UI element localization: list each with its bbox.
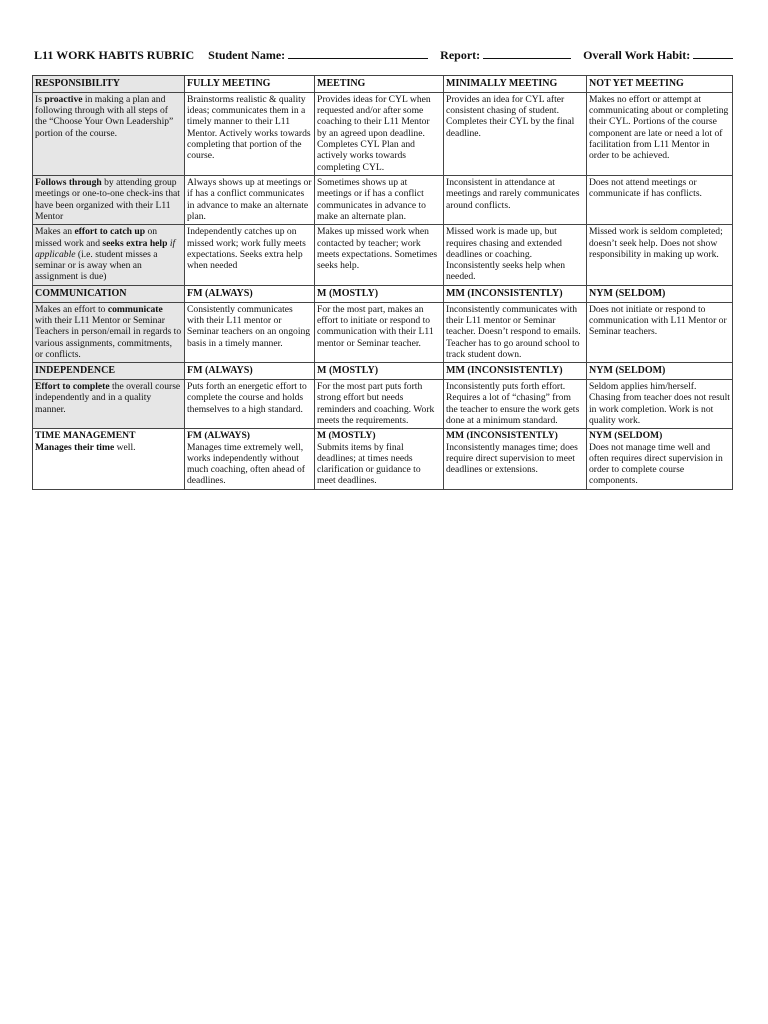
level-header: MM (INCONSISTENTLY): [444, 285, 587, 302]
level-header: MINIMALLY MEETING: [444, 76, 587, 93]
section-title: COMMUNICATION: [33, 285, 185, 302]
section-header-communication: [33, 285, 733, 302]
descriptor-cell: Puts forth an energetic effort to complete the course and holds themselves to a high standard.: [185, 379, 315, 428]
rubric-row-effort-to-complete: [33, 379, 733, 428]
descriptor-cell: Independently catches up on missed work; work fully meets expectations. Seeks extra help when needed: [185, 225, 315, 286]
report-field[interactable]: [483, 47, 571, 59]
descriptor-cell: Missed work is made up, but requires chasing and extended deadlines or coaching. Inconsistently seeks help when needed.: [444, 225, 587, 286]
level-header: NYM (SELDOM): [587, 363, 733, 380]
descriptor-cell: NYM (SELDOM) Does not manage time well and often requires direct supervision in order to complete course components.: [587, 429, 733, 490]
descriptor-cell: MM (INCONSISTENTLY) Inconsistently manages time; does require direct supervision to meet deadlines or extensions.: [444, 429, 587, 490]
overall-work-habit-field[interactable]: [693, 47, 733, 59]
student-name-field[interactable]: [288, 47, 428, 59]
level-header: FM (ALWAYS): [185, 363, 315, 380]
descriptor-cell: For the most part, makes an effort to initiate or respond to communication with their L11 mentor or Seminar teacher.: [315, 302, 444, 363]
level-header: MM (INCONSISTENTLY): [446, 430, 558, 442]
rubric-table: [32, 75, 733, 490]
criterion-cell: Effort to complete the overall course independently and in a quality manner.: [33, 379, 185, 428]
rubric-row-proactive: [33, 92, 733, 175]
level-header: MM (INCONSISTENTLY): [444, 363, 587, 380]
level-header: FM (ALWAYS): [187, 430, 250, 442]
rubric-row-time-management: [33, 429, 733, 490]
descriptor-cell: Inconsistently puts forth effort. Requires a lot of “chasing” from the teacher to ensure the work gets done at a minimum standard.: [444, 379, 587, 428]
descriptor-cell: Inconsistently communicates with their L11 mentor or Seminar teacher. Doesn’t respond to emails. Teacher has to go around school to track student down.: [444, 302, 587, 363]
criterion-cell: Makes an effort to catch up on missed work and seeks extra help if applicable (i.e. student misses a seminar or is away when an assignment is due): [33, 225, 185, 286]
section-title: RESPONSIBILITY: [33, 76, 185, 93]
section-header-independence: [33, 363, 733, 380]
descriptor-cell: Brainstorms realistic & quality ideas; communicates them in a timely manner to their L11 Mentor. Actively works towards completing that portion of the course.: [185, 92, 315, 175]
descriptor-cell: Always shows up at meetings or if has a conflict communicates in advance to make an alternate plan.: [185, 175, 315, 224]
criterion-cell: Makes an effort to communicate with their L11 Mentor or Seminar Teachers in person/email in regards to various assignments, commitments, or conflicts.: [33, 302, 185, 363]
descriptor-cell: Missed work is seldom completed; doesn’t seek help. Does not show responsibility in making up work.: [587, 225, 733, 286]
descriptor-cell: Seldom applies him/herself. Chasing from teacher does not result in work completion. Work is not quality work.: [587, 379, 733, 428]
descriptor-cell: Makes no effort or attempt at communicating about or completing their CYL. Portions of the course component are late or need a lot of facilitation from L11 Mentor in order to be achieved.: [587, 92, 733, 175]
descriptor-cell: Does not attend meetings or communicate if has conflicts.: [587, 175, 733, 224]
descriptor-cell: Provides an idea for CYL after consistent chasing of student. Completes their CYL by the final deadline.: [444, 92, 587, 175]
level-header: M (MOSTLY): [315, 285, 444, 302]
descriptor-cell: For the most part puts forth strong effort but needs reminders and coaching. Work meets the requirements.: [315, 379, 444, 428]
report-label: Report:: [440, 48, 481, 62]
level-header: FULLY MEETING: [185, 76, 315, 93]
level-header: MEETING: [315, 76, 444, 93]
level-header: FM (ALWAYS): [185, 285, 315, 302]
level-header: M (MOSTLY): [315, 363, 444, 380]
section-header-responsibility: [33, 76, 733, 93]
descriptor-cell: Does not initiate or respond to communication with L11 Mentor or Seminar teachers.: [587, 302, 733, 363]
student-name-label: Student Name:: [208, 48, 286, 62]
rubric-row-follows-through: [33, 175, 733, 224]
criterion-cell: Follows through by attending group meetings or one-to-one check-ins that have been organized with their L11 Mentor: [33, 175, 185, 224]
descriptor-cell: Provides ideas for CYL when requested and/or after some coaching to their L11 Mentor by an agreed upon deadline. Completes CYL Plan and actively works towards completing CYL.: [315, 92, 444, 175]
descriptor-cell: FM (ALWAYS) Manages time extremely well, works independently without much coaching, often ahead of deadlines.: [185, 429, 315, 490]
descriptor-cell: Consistently communicates with their L11 mentor or Seminar teachers on an ongoing basis in a timely manner.: [185, 302, 315, 363]
criterion-cell: Is proactive in making a plan and following through with all steps of the “Choose Your Own Leadership” portion of the course.: [33, 92, 185, 175]
descriptor-cell: Makes up missed work when contacted by teacher; work meets expectations. Sometimes seeks help.: [315, 225, 444, 286]
time-management-criterion-cell: TIME MANAGEMENT Manages their time well.: [33, 429, 185, 490]
section-title: TIME MANAGEMENT: [35, 430, 136, 442]
level-header: NOT YET MEETING: [587, 76, 733, 93]
level-header: M (MOSTLY): [317, 430, 376, 442]
rubric-row-catch-up: [33, 225, 733, 286]
level-header: NYM (SELDOM): [587, 285, 733, 302]
rubric-header: [34, 47, 734, 63]
descriptor-cell: Inconsistent in attendance at meetings and rarely communicates around conflicts.: [444, 175, 587, 224]
section-title: INDEPENDENCE: [33, 363, 185, 380]
descriptor-cell: M (MOSTLY) Submits items by final deadlines; at times needs clarification or guidance to meet deadlines.: [315, 429, 444, 490]
overall-work-habit-label: Overall Work Habit:: [583, 48, 691, 62]
rubric-title: L11 WORK HABITS RUBRIC: [34, 48, 195, 62]
level-header: NYM (SELDOM): [589, 430, 663, 442]
rubric-row-communicate: [33, 302, 733, 363]
descriptor-cell: Sometimes shows up at meetings or if has a conflict communicates in advance to make an alternate plan.: [315, 175, 444, 224]
